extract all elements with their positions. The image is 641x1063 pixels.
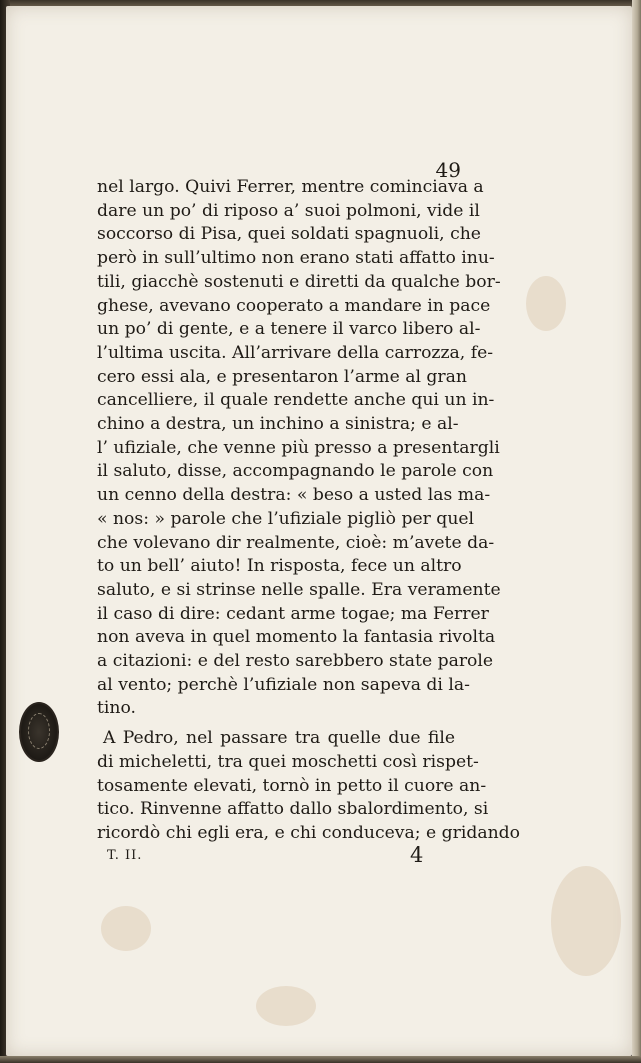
text-line: tino. (97, 698, 136, 719)
text-line: l’ultima uscita. All’arrivare della carrozza, fe- (97, 342, 494, 363)
gathering-number: 4 (410, 843, 424, 867)
text-line: saluto, e si strinse nelle spalle. Era veramente (97, 579, 501, 600)
right-page-edges (632, 0, 641, 1063)
text-line: « nos: » parole che l’ufiziale pigliò per quel (97, 508, 475, 529)
foxing-stain (101, 906, 151, 951)
text-line: cancelliere, il quale rendette anche qui un in- (97, 390, 495, 411)
text-line: tili, giacchè sostenuti e diretti da qualche bor- (97, 271, 501, 292)
text-line: un cenno della destra: « beso a usted las ma- (97, 485, 491, 506)
text-line: di micheletti, tra quei moschetti così rispet- (97, 751, 479, 772)
text-line: un po’ di gente, e a tenere il varco libero al- (97, 319, 481, 340)
text-line: ricordò chi egli era, e chi conduceva; e gridando (97, 822, 520, 843)
text-line: a citazioni: e del resto sarebbero state parole (97, 651, 494, 672)
text-line: il caso di dire: cedant arme togae; ma Ferrer (97, 603, 489, 624)
text-line: cero essi ala, e presentaron l’arme al gran (97, 366, 467, 387)
paragraph (97, 727, 520, 846)
text-line: tosamente elevati, tornò in petto il cuore an- (97, 775, 487, 796)
stamp-border (28, 713, 50, 749)
page-number: 49 (435, 158, 461, 182)
paragraph (97, 176, 501, 721)
text-line: però in sull’ultimo non erano stati affatto inu- (97, 248, 495, 269)
body-text (97, 176, 520, 846)
library-stamp-icon (19, 702, 59, 762)
text-line: non aveva in quel momento la fantasia rivolta (97, 627, 496, 648)
text-line: dare un po’ di riposo a’ suoi polmoni, vide il (97, 200, 480, 221)
text-line: A Pedro, nel passare tra quelle due file (103, 728, 455, 749)
foxing-stain (551, 866, 621, 976)
text-line: l’ ufiziale, che venne più presso a presentargli (97, 437, 500, 458)
text-line: che volevano dir realmente, cioè: m’avete da- (97, 532, 495, 553)
text-line: chino a destra, un inchino a sinistra; e al- (97, 414, 459, 435)
text-line: soccorso di Pisa, quei soldati spagnuoli, che (97, 224, 481, 245)
bottom-page-edge (0, 1056, 641, 1063)
foxing-stain (256, 986, 316, 1026)
text-line: to un bell’ aiuto! In risposta, fece un altro (97, 556, 462, 577)
signature-mark: T. II. (107, 848, 143, 863)
foxing-stain (526, 276, 566, 331)
text-line: nel largo. Quivi Ferrer, mentre cominciava a (97, 177, 484, 197)
text-line: il saluto, disse, accompagnando le parole con (97, 461, 494, 482)
text-line: al vento; perchè l’ufiziale non sapeva di la- (97, 674, 470, 695)
text-line: tico. Rinvenne affatto dallo sbalordimento, si (97, 799, 489, 820)
text-line: ghese, avevano cooperato a mandare in pace (97, 295, 491, 316)
